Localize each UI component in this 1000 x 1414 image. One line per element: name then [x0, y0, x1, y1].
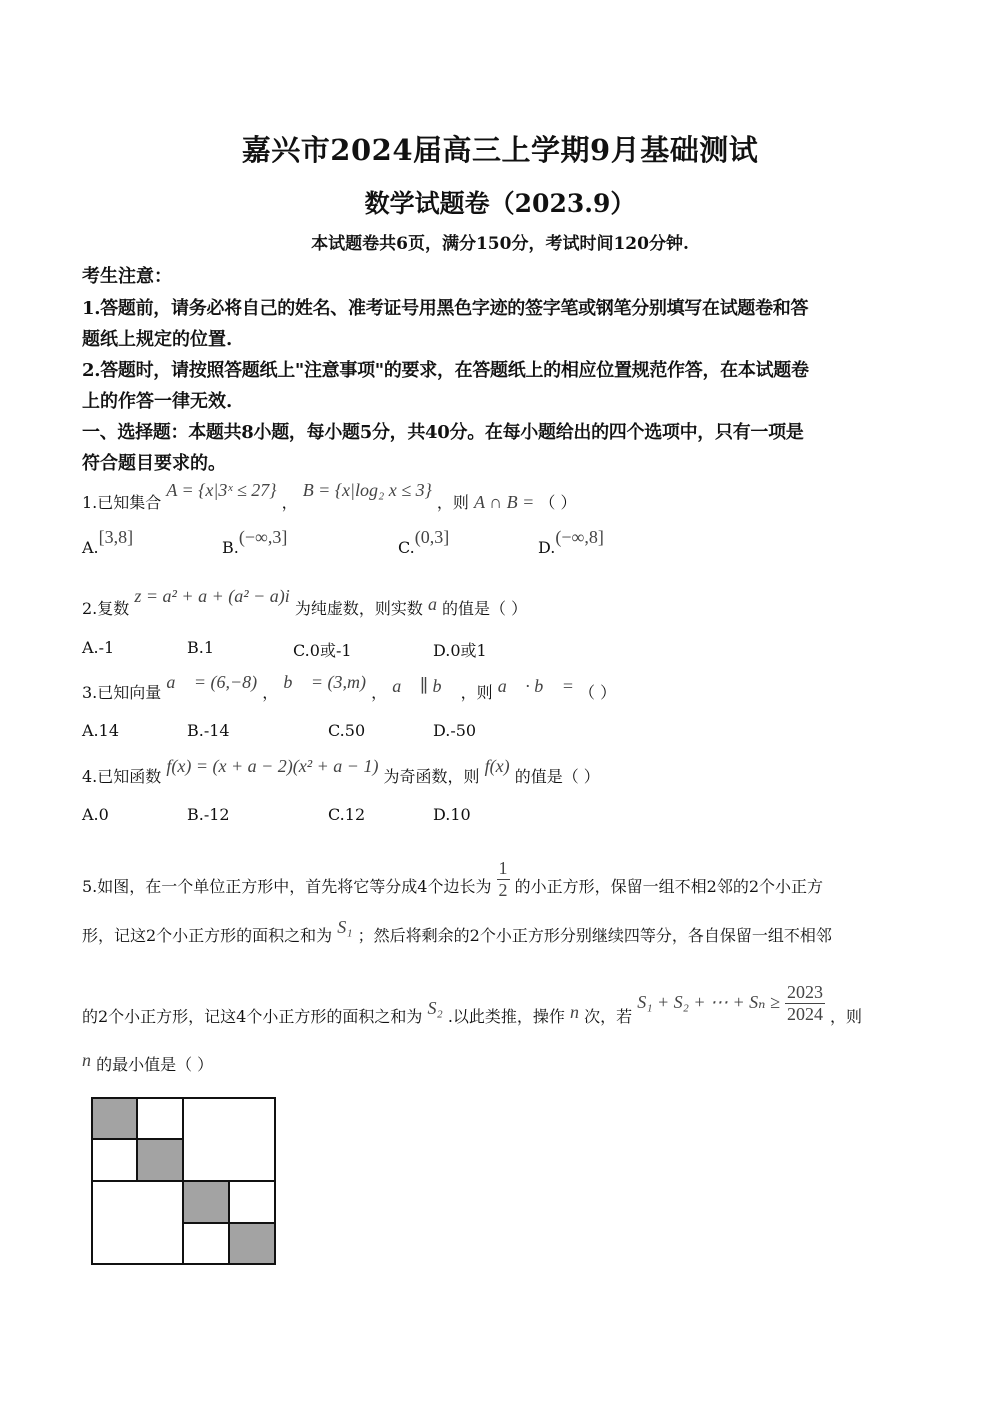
- q3-mid: ，则: [460, 683, 493, 702]
- q5-inequality: S₁ + S₂ + ⋯ + Sₙ ≥: [637, 992, 780, 1012]
- page-title: 嘉兴市2024届高三上学期9月基础测试: [241, 133, 759, 167]
- q5-half-den: 2: [498, 880, 508, 900]
- q5-figure: [91, 1097, 276, 1265]
- figure-line-h-mid: [91, 1180, 276, 1182]
- q4-expr: f(x) = (x + a − 2)(x² + a − 1): [166, 756, 379, 776]
- q4-option-a: A.0: [82, 805, 109, 824]
- q3-parallel: a⃗ ∥ b⃗: [392, 676, 456, 696]
- q2-var: a: [427, 594, 437, 614]
- q5-line-1: [82, 858, 824, 909]
- q3-vec-b: b⃗ = (3,m): [283, 672, 367, 692]
- q5-line-4: [82, 1052, 213, 1075]
- q5-s1: S₁: [337, 917, 353, 937]
- q5-text-4: 的最小值是（ ）: [96, 1055, 214, 1074]
- q3-option-b: B.-14: [187, 721, 230, 740]
- q3-vec-a: a⃗ = (6,−8): [166, 672, 258, 692]
- figure-line-h-br: [183, 1222, 276, 1224]
- q2-option-b: B.1: [187, 638, 215, 657]
- q5-half-num: 1: [498, 858, 508, 878]
- q4-prefix: 4.已知函数: [82, 767, 162, 786]
- question-4: [82, 756, 600, 787]
- q3-sep-1: ，: [262, 683, 279, 702]
- q5-text-2b: ；然后将剩余的2个小正方形分别继续四等分，各自保留一组不相邻: [357, 926, 832, 945]
- q2-option-a: A.-1: [82, 638, 115, 657]
- q4-option-b: B.-12: [187, 805, 230, 824]
- notice-item-1-line-2: 题纸上规定的位置.: [82, 329, 233, 350]
- figure-line-h-tl: [91, 1138, 183, 1140]
- q4-option-c: C.12: [328, 805, 366, 824]
- q2-suffix: 的值是（ ）: [442, 599, 528, 618]
- q1-option-a: A.[3,8]: [82, 527, 134, 557]
- q3-prefix: 3.已知向量: [82, 683, 162, 702]
- q5-fraction: [785, 982, 825, 1025]
- q5-n-2: n: [82, 1050, 91, 1070]
- q1-sep: ，: [281, 493, 298, 512]
- q2-option-c: C.0或-1: [293, 641, 352, 660]
- page-subtitle: 数学试题卷（2023.9）: [364, 189, 636, 218]
- q3-option-c: C.50: [328, 721, 366, 740]
- q5-text-3a: 的2个小正方形，记这4个小正方形的面积之和为: [82, 1007, 423, 1026]
- q5-text-3b: .以此类推，操作: [447, 1007, 565, 1026]
- q1-ask: ，则: [436, 493, 469, 512]
- q3-option-d: D.-50: [433, 721, 477, 740]
- notice-item-1-line-1: 1.答题前，请务必将自己的姓名、准考证号用黑色字迹的签字笔或钢笔分别填写在试题卷和答: [82, 298, 809, 319]
- q1-option-c: C.(0,3]: [398, 527, 450, 557]
- q1-set-a: A = {x|3ˣ ≤ 27}: [166, 480, 277, 500]
- q1-expr: A ∩ B =: [474, 492, 535, 512]
- q5-s2: S₂: [427, 998, 443, 1018]
- q4-option-d: D.10: [433, 805, 471, 824]
- q1-set-b: B = {x|log₂ x ≤ 3}: [302, 480, 432, 500]
- q5-frac-den: 2024: [786, 1004, 823, 1024]
- q3-paren: （ ）: [579, 683, 617, 702]
- q2-expr: z = a² + a + (a² − a)i: [134, 586, 290, 606]
- question-1: [82, 480, 577, 513]
- q2-option-d: D.0或1: [433, 641, 487, 660]
- q5-text-1b: 的小正方形，保留一组不相2邻的2个小正方: [514, 877, 824, 896]
- q5-line-3: [82, 982, 863, 1039]
- q5-text-2a: 形，记这2个小正方形的面积之和为: [82, 926, 333, 945]
- q5-text-3d: ，则: [830, 1007, 863, 1026]
- q1-prefix: 1.已知集合: [82, 493, 162, 512]
- q4-mid: 为奇函数，则: [383, 767, 480, 786]
- question-3: [82, 672, 617, 703]
- exam-info: 本试题卷共6页，满分150分，考试时间120分钟.: [311, 234, 689, 254]
- q2-prefix: 2.复数: [82, 599, 130, 618]
- question-2: [82, 586, 528, 619]
- q5-text-1a: 5.如图，在一个单位正方形中，首先将它等分成4个边长为: [82, 877, 492, 896]
- q2-mid: 为纯虚数，则实数: [294, 599, 423, 618]
- q5-line-2: [82, 917, 832, 946]
- notice-heading: 考生注意：: [82, 266, 172, 287]
- q3-sep-2: ，: [371, 683, 388, 702]
- q4-fx: f(x): [484, 756, 510, 776]
- q1-option-b: B.(−∞,3]: [222, 527, 288, 557]
- q5-half-fraction: [497, 858, 510, 901]
- q5-frac-num: 2023: [786, 982, 823, 1002]
- q5-n: n: [570, 1002, 580, 1022]
- q1-option-d: D.(−∞,8]: [538, 527, 604, 557]
- q3-option-a: A.14: [82, 721, 119, 740]
- section-1-heading-line-1: 一、选择题：本题共8小题，每小题5分，共40分。在每小题给出的四个选项中，只有一项是: [82, 422, 804, 443]
- q3-dot: a⃗ · b⃗ =: [497, 676, 574, 696]
- notice-item-2-line-1: 2.答题时，请按照答题纸上"注意事项"的要求，在答题纸上的相应位置规范作答，在本试题卷: [82, 360, 809, 381]
- q5-text-3c: 次，若: [584, 1007, 633, 1026]
- q1-paren: （ ）: [539, 493, 577, 512]
- q4-suffix: 的值是（ ）: [514, 767, 600, 786]
- notice-item-2-line-2: 上的作答一律无效.: [82, 391, 233, 412]
- section-1-heading-line-2: 符合题目要求的。: [82, 453, 226, 474]
